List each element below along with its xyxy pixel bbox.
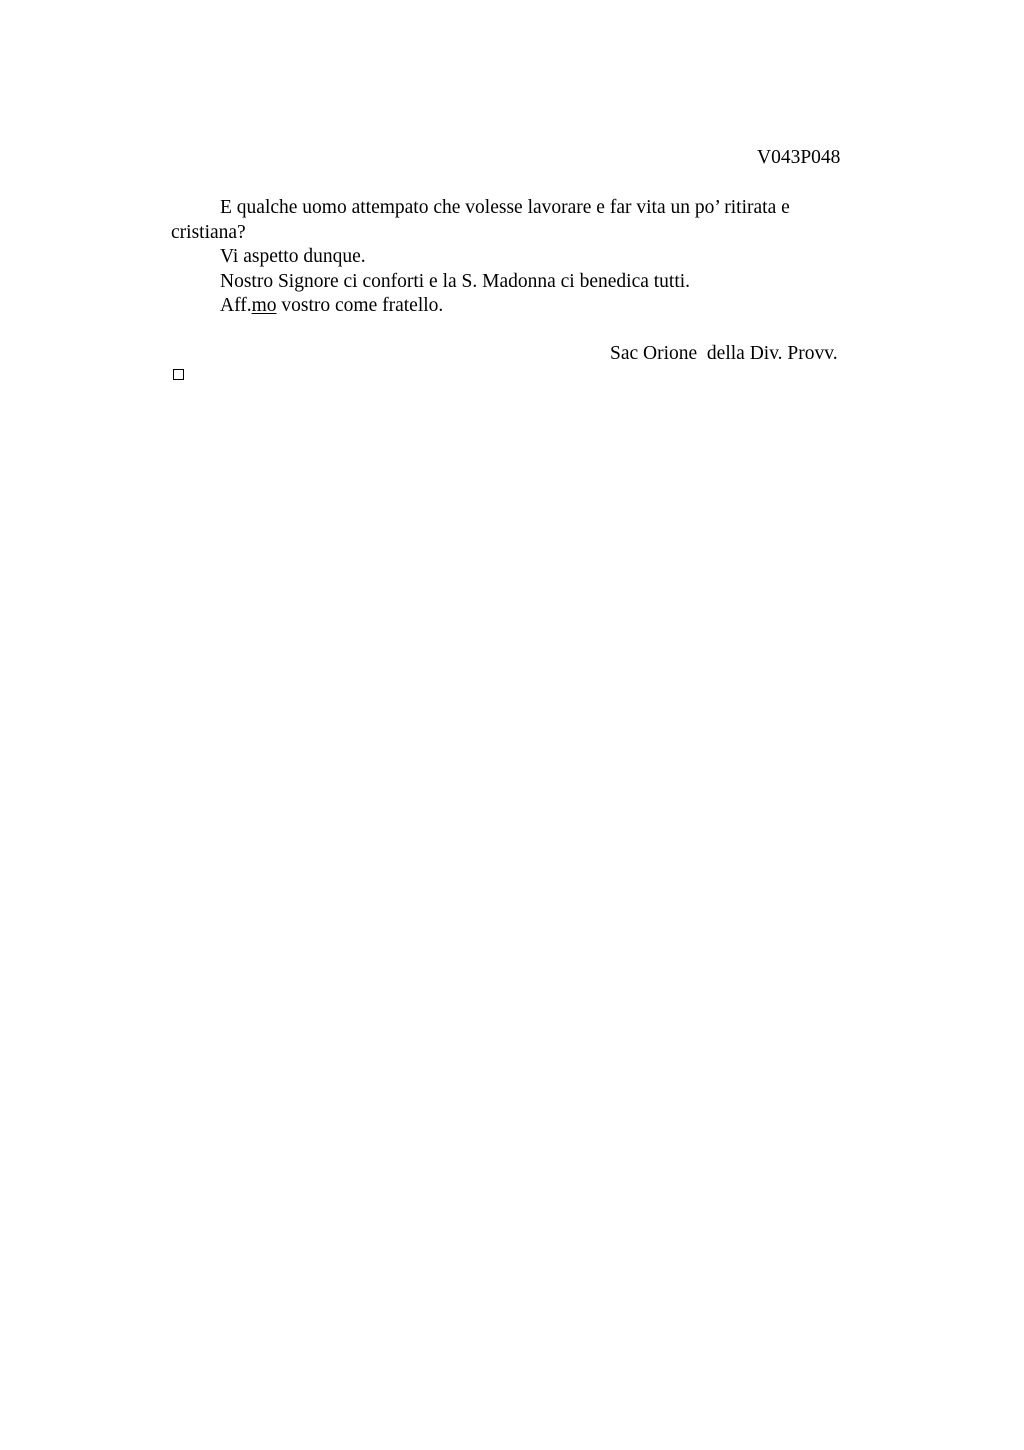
closing-underlined-abbreviation: mo: [251, 295, 277, 316]
paragraph-blessing: Nostro Signore ci conforti e la S. Madonna ci benedica tutti.: [220, 270, 691, 292]
signature: Sac Orione della Div. Provv.: [610, 343, 838, 364]
empty-square-icon: [173, 369, 184, 380]
paragraph-question: E qualche uomo attempato che volesse lavorare e far vita un po’ ritirata e cristiana?: [171, 197, 790, 243]
closing-line: [171, 294, 831, 319]
letter-body: [171, 196, 831, 319]
closing-suffix: vostro come fratello.: [276, 295, 444, 316]
closing-prefix: Aff.: [220, 295, 252, 316]
paragraph-waiting: Vi aspetto dunque.: [220, 246, 366, 267]
page-reference-code: V043P048: [757, 147, 841, 168]
